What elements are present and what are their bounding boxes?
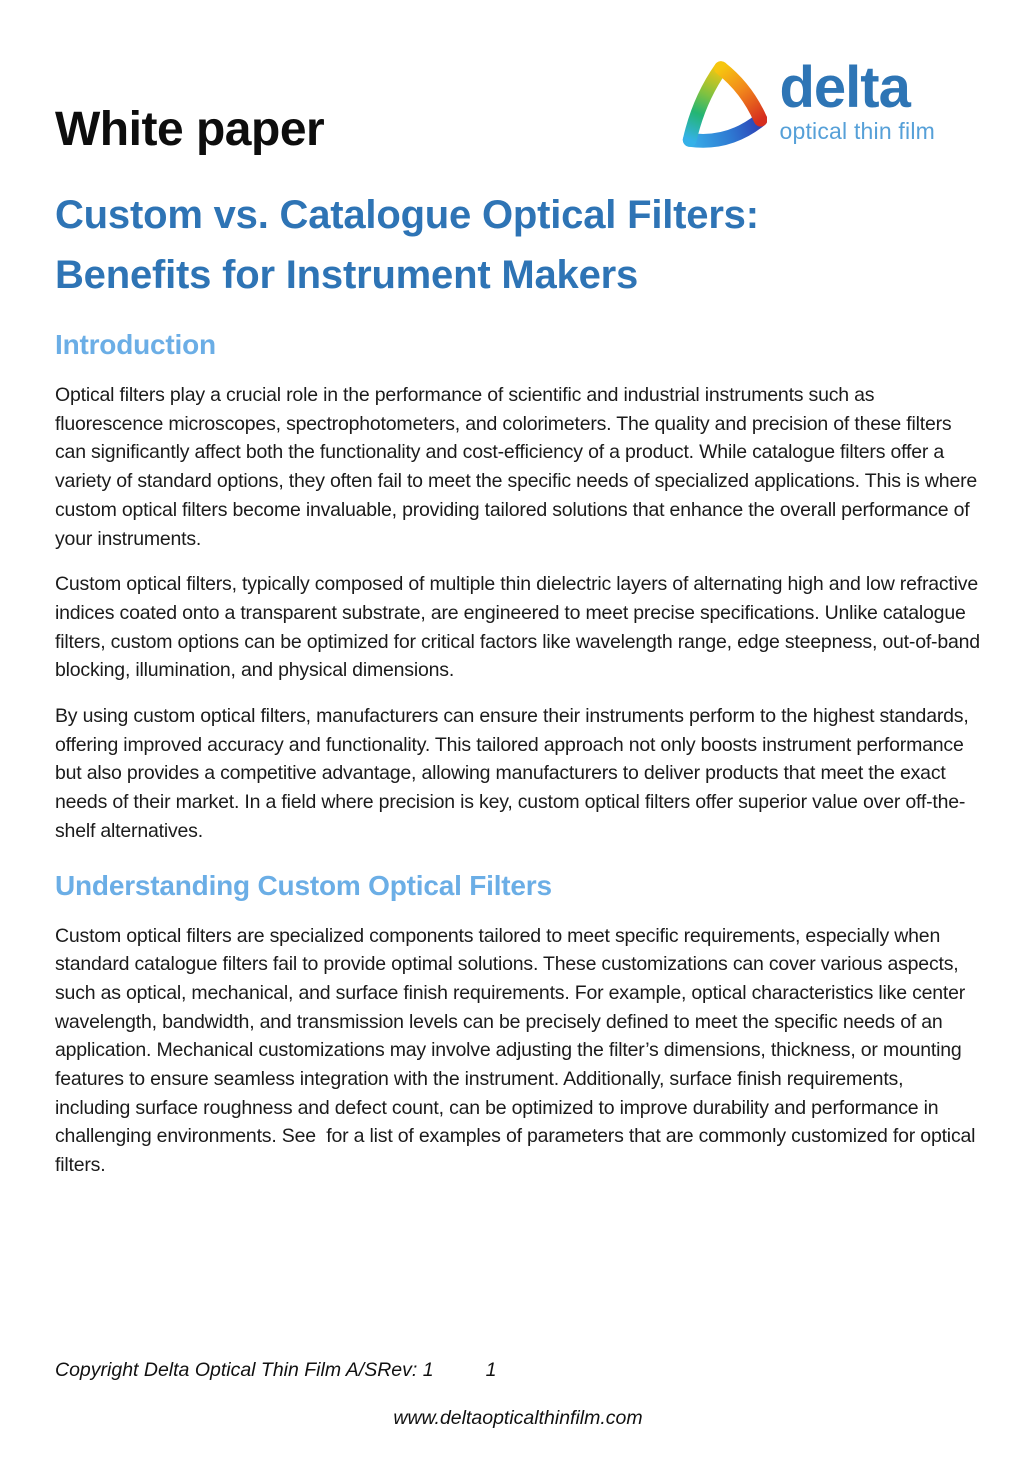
page-title-line-1: Custom vs. Catalogue Optical Filters: bbox=[55, 193, 759, 237]
page-header bbox=[0, 0, 1036, 157]
document-body bbox=[0, 329, 1036, 1180]
footer-copyright-line bbox=[55, 1359, 496, 1382]
logo-tagline-text: optical thin film bbox=[779, 118, 935, 144]
paragraph: Custom optical filters are specialized components tailored to meet specific requirements, especially when standard catalogue filters fail to provide optimal solutions. These customizations can cover various aspects, such as optical, mechanical, and surface finish requirements. For example, optical characteristics like center wavelength, bandwidth, and transmission levels can be precisely defined to meet the specific needs of an application. Mechanical customizations may involve adjusting the filter’s dimensions, thickness, or mounting features to ensure seamless integration with the instrument. Additionally, surface finish requirements, including surface roughness and defect count, can be optimized to improve durability and performance in challenging environments. See for a list of examples of parameters that are commonly customized for optical filters. bbox=[55, 924, 981, 1177]
section-heading-understanding-custom-optical-filters: Understanding Custom Optical Filters bbox=[55, 869, 552, 901]
paragraph: Optical filters play a crucial role in the performance of scientific and industrial instruments such as fluorescence microscopes, spectrophotometers, and colorimeters. The quality and precision of these filters can significantly affect both the functionality and cost-efficiency of a product. While catalogue filters offer a variety of standard options, they often fail to meet the specific needs of specialized applications. This is where custom optical filters become invaluable, providing tailored solutions that enhance the overall performance of your instruments. bbox=[55, 384, 983, 550]
paragraph: By using custom optical filters, manufacturers can ensure their instruments perform to the highest standards, offering improved accuracy and functionality. This tailored approach not only boosts instrument performance but also provides a competitive advantage, allowing manufacturers to deliver products that meet the exact needs of their market. In a field where precision is key, custom optical filters offer superior value over off-the-shelf alternatives. bbox=[55, 705, 974, 842]
page-title-line-2: Benefits for Instrument Makers bbox=[55, 253, 639, 297]
footer-copyright-text: Copyright Delta Optical Thin Film A/SRev: 1 bbox=[55, 1359, 434, 1381]
doc-type-label: White paper bbox=[55, 103, 325, 156]
logo-text-block bbox=[779, 55, 935, 144]
delta-triangle-gradient-icon bbox=[675, 55, 767, 153]
company-logo bbox=[675, 55, 935, 153]
section-heading-introduction: Introduction bbox=[55, 329, 216, 360]
logo-brand-text: delta bbox=[779, 55, 910, 120]
paragraph: Custom optical filters, typically composed of multiple thin dielectric layers of alternating high and low refractive indices coated onto a transparent substrate, are engineered to meet precise specifications. Unlike catalogue filters, custom options can be optimized for critical factors like wavelength range, edge steepness, out-of-band blocking, illumination, and physical dimensions. bbox=[55, 573, 986, 682]
footer-website-link[interactable]: www.deltaopticalthinfilm.com bbox=[393, 1407, 643, 1429]
footer-page-number: 1 bbox=[485, 1359, 497, 1381]
page-title bbox=[55, 185, 981, 305]
